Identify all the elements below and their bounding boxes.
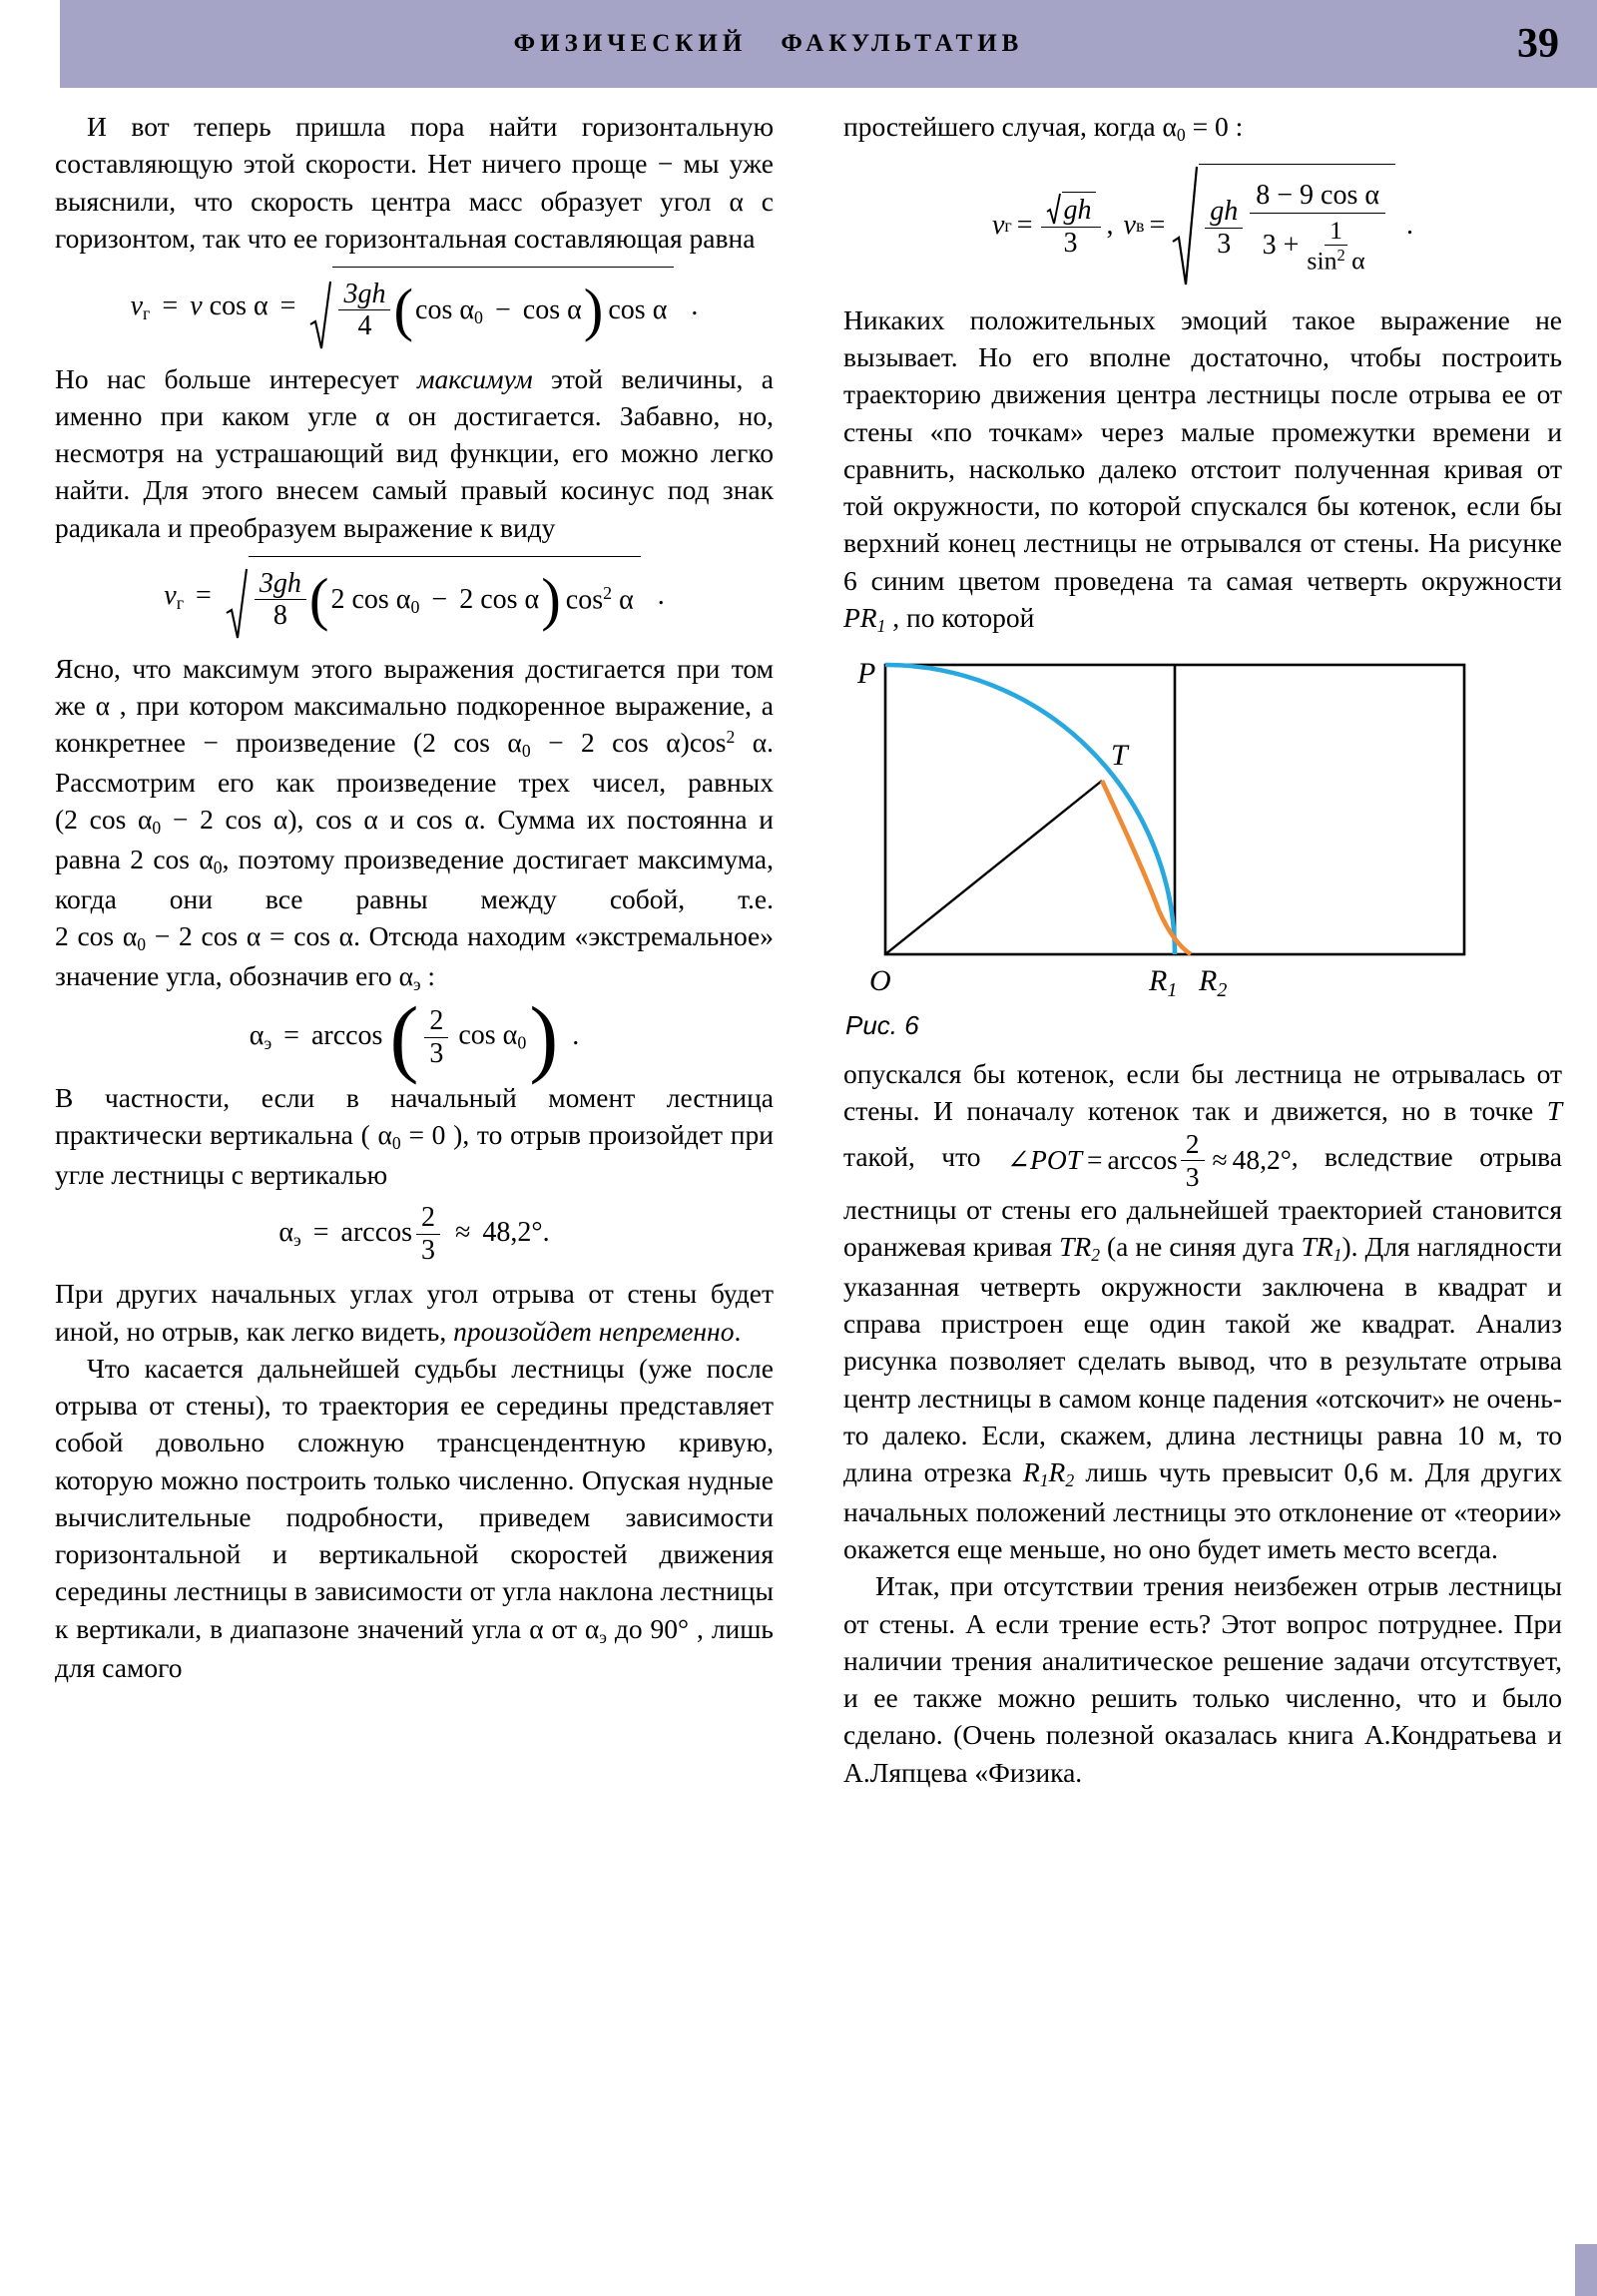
p6-inline-math-3: 90° [650,1612,690,1644]
paragraph-6 [55,1350,774,1687]
paragraph-3 [55,650,774,997]
rp3-point-T: T [1546,1095,1562,1127]
figure-label-P: P [857,656,876,690]
p2-emphasis: максимум [416,362,533,394]
p3-text-g: . Отсюда находим «экстремальное» значение угла, обозначив его [55,919,775,991]
rp3-angle-expression: ∠ POT = arccos $\frac{2}{3}$ ≈ 48,2° [1007,1128,1292,1192]
rp2-text: Никаких положительных эмоций такое выражение не вызывает. Но его вполне достаточно, чтобы построить траекторию движения центра лестницы после отрыва ее от стены «по точкам» через малые промежутки времени и сравнить, насколько далеко отстоит полученная кривая от той окружности, по которой спускался бы котенок, если бы верхний конец лестницы не отрывался от стены. На рисунке 6 синим цветом проведена та самая четверть окружности [843,303,1562,596]
p4-inline-math: $\alpha_0 = 0$ [377,1118,446,1153]
p3-inline-math-3: cos α [315,804,378,836]
p3-text-f: , поэтому произведение достигает максимума, когда они все равны между собой, т.е. [55,843,774,914]
page-title-word-1: ФИЗИЧЕСКИЙ [513,30,748,57]
rp3-text-b: такой, что [843,1141,1007,1173]
figure-label-R1: $R_1$ [1149,963,1178,997]
rp2-inline-math: $PR_1$ [843,601,886,636]
left-column [55,108,774,1687]
figure-label-T: T [1111,738,1128,772]
corner-marker [1575,2244,1597,2296]
rp3-arc-TR1: $TR_1$ [1301,1231,1342,1265]
p3-inline-math-5: 2 $\cos \alpha_0$ [130,843,223,877]
equation-1: $v_г = v$ cos α = $\frac{3gh}{4}$ ( $\cos \alpha_0 - \cos \alpha$ ) cos α . [55,267,774,350]
rp3-value-06: 0,6 [1343,1456,1378,1487]
equation-2: $v_г$ = $\frac{3gh}{8}$ ( 2 $\cos \alpha_0 - 2$ cos α ) $\cos^2 \alpha$ . [55,556,774,640]
p6-text-c: до [606,1612,651,1644]
rp1-inline-math: $\alpha_0 = 0$ [1162,111,1229,145]
equation-3: $\alpha_э = \arccos$ ( $\frac{2}{3}$ $\cos \alpha_0$ ) . [249,988,580,1085]
rp1-text-b: : [1228,111,1244,142]
paragraph-4 [55,1079,774,1193]
p2-text-b: этой величины, а именно при каком угле α он достигается. Забавно, но, несмотря на устрашающий вид функции, его можно легко найти. Для этого внесем самый правый косинус под знак радикала и преобразуем выражение к виду [55,362,775,543]
rp3-text-a: опускался бы котенок, если бы лестница не отрывалась от стены. И поначалу котенок так и движется, но в точке [843,1057,1562,1127]
page-number: 39 [1517,21,1559,67]
page-title-word-2: ФАКУЛЬТАТИВ [781,30,1024,57]
p3-inline-math-4: cos α [415,804,479,836]
rp3-text-g: лишь чуть превысит [1074,1456,1344,1487]
p3-inline-math-2: (2 $\cos \alpha_0 - 2$ cos α) [55,804,297,838]
p6-inline-math-2: $\alpha_э$ [584,1612,607,1647]
p5-emphasis: произойдет непременно [453,1315,735,1347]
paragraph-2 [55,360,774,546]
rp3-text-c: , вследствие отрыва лестницы от стены его дальнейшей траекторией становится оранжевая кривая [843,1141,1562,1262]
p4-text-b: ), то отрыв произойдет при угле лестницы с вертикалью [55,1118,774,1190]
p2-text-a: Но нас больше интересует [55,362,417,394]
rp2-text-b: , по которой [885,601,1035,633]
rp3-text-f: м, то длина отрезка [843,1419,1562,1487]
figure-6 [843,653,1562,1043]
p5-text-b: . [734,1315,742,1347]
p3-inline-math-1: (2 $\cos \alpha_0 - 2$ $\cos \alpha)\cos^2$ α [413,726,768,761]
right-paragraph-1 [843,108,1562,148]
figure-label-O: O [869,963,891,997]
p3-text-e: . Сумма их постоянна и равна [55,804,775,874]
p3-text-h: : [420,959,436,991]
figure-6-svg [843,653,1542,997]
p6-text-b: от [543,1612,585,1644]
p4-text-a: В частности, если в начальный момент лестница практически вертикальна ( [55,1081,774,1150]
p3-text-d: и [377,804,416,836]
p3-text-a: Ясно, что максимум этого выражения достигается при том же α , при котором максимально подкоренное выражение, а конкретнее − произведение [55,652,774,759]
paragraph-5 [55,1275,774,1350]
p5-text-a: При других начальных углах угол отрыва от стены будет иной, но отрыв, как легко видеть, [55,1278,774,1347]
p6-text-a: Что касается дальнейшей судьбы лестницы (уже после отрыва от стены), то траектория ее середины представляет собой довольно сложную трансцендентную кривую, которую можно построить только численно. Опуская нудные вычислительные подробности, приведем зависимости горизонтальной и вертикальной скоростей движения середины лестницы в зависимости от угла наклона лестницы к вертикали, в диапазоне значений угла [55,1352,774,1644]
page-title [60,0,1597,88]
p3-text-b: . Рассмотрим его как произведение трех чисел, равных [55,727,775,798]
rp3-text-e: ). Для наглядности указанная четверть окружности заключена в квадрат и справа пристроен еще один такой же квадрат. Анализ рисунка позволяет сделать вывод, что в результате отрыва центр лестницы в самом конце падения «отскочит» не очень-то далеко. Если, скажем, длина лестницы равна [843,1231,1562,1450]
p3-text-c: , [296,804,316,836]
p6-text-d: , лишь для самого [55,1612,774,1684]
equation-4: $\alpha_э = \arccos$ $\frac{2}{3}$ ≈ 48,2°. [278,1201,550,1266]
figure-caption: Рис. 6 [845,1009,919,1040]
p3-inline-math-7: $\alpha_э$ [398,959,421,994]
p3-inline-math-6: 2 $\cos \alpha_0 - 2$ cos α = cos α [55,919,354,954]
p6-inline-math-1: α [529,1612,544,1644]
right-paragraph-4: Итак, при отсутствии трения неизбежен отрыв лестницы от стены. А если трение есть? Этот вопрос потруднее. При наличии трения аналитическое решение задачи отсутствует, и ее также можно решить только численно, что и было сделано. (Очень полезной оказалась книга А.Кондратьева и А.Ляпцева «Физика. [843,1570,1562,1788]
page-header-band [60,0,1597,88]
rp3-segment-R1R2: $R_1R_2$ [1022,1456,1075,1490]
paragraph-1: И вот теперь пришла пора найти горизонтальную составляющую этой скорости. Нет ничего проще − мы уже выяснили, что скорость центра масс образует угол α с горизонтом, так что ее горизонтальная составляющая равна [55,111,774,254]
rp1-text-a: простейшего случая, когда [843,111,1163,142]
right-paragraph-2 [843,301,1562,639]
rp3-text-d: (а не синяя дуга [1100,1231,1302,1262]
right-column [843,108,1562,1791]
figure-label-R2: $R_2$ [1199,963,1228,997]
rp3-value-10: 10 [1456,1419,1485,1450]
rp3-text-h: м. Для других начальных положений лестницы это отклонение от «теории» окажется еще меньше, но оно будет иметь место всегда. [843,1456,1562,1564]
right-paragraph-3 [843,1055,1562,1567]
rp3-curve-TR2: $TR_2$ [1059,1231,1100,1265]
equation-5: v г = $\frac{gh}{3}$ , v в = $\frac{gh}{3}$ 8 − 9 cos α 3 + $\frac{1}{\sin^2 \alpha}$ . [843,164,1562,287]
